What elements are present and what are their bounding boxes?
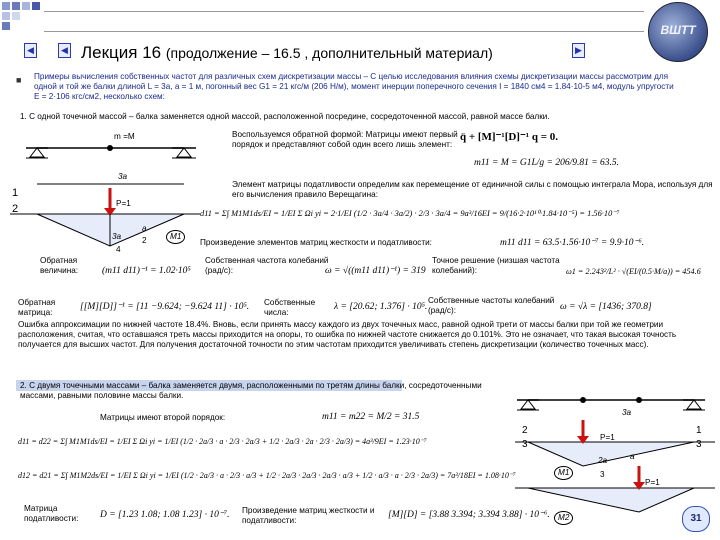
eigen-eq: λ = [20.62; 1.376] · 10⁵. (334, 302, 428, 312)
case1-inverse-value-label: Обратная величина: (40, 256, 79, 275)
nav-first-button[interactable] (24, 43, 37, 58)
case2-frac1-top: 2 (522, 425, 528, 436)
page-number-badge: 31 (682, 506, 710, 532)
case1-inverse-text: Воспользуемся обратной формой: Матрицы имеют первый порядок и представляют собой один всего лишь элемент: (232, 130, 458, 149)
case2-eq-D: D = [1.23 1.08; 1.08 1.23] · 10⁻⁷. (100, 510, 230, 520)
point-mass (636, 397, 642, 403)
corner-square (2, 12, 10, 20)
page-title (81, 42, 493, 64)
case2-a-label: a (630, 452, 635, 461)
corner-square (32, 2, 40, 10)
corner-square (12, 2, 20, 10)
case1-moment-label: M1 (166, 230, 185, 244)
nav-prev-button[interactable] (58, 43, 71, 58)
point-mass (107, 145, 113, 151)
case1-frac-3a: 3a (112, 232, 122, 241)
case2-frac2-bot: 3 (696, 439, 702, 450)
case1-frac-a: a (142, 224, 147, 233)
matrix-label: Обратная матрица: (18, 298, 56, 317)
case1-eq-inverse: q̈ + [M]⁻¹[D]⁻¹ q = 0. (460, 131, 558, 143)
case1-eq-inverse-value: (m11 d11)⁻¹ = 1.02·10⁵ (102, 266, 191, 276)
case2-span-label: 3a (622, 408, 632, 417)
eigfreq-eq: ω = √λ = [1436; 370.8] (560, 302, 652, 312)
case1-frac-half-top: 1 (12, 187, 19, 199)
case1-eq-exact: ω1 = 2.243²/L² · √(EI/(0.5·M/a)) = 454.6 (566, 267, 701, 276)
support-right (172, 148, 196, 158)
case2-frac2-top: 1 (696, 425, 702, 436)
case1-mass-label: m =M (114, 132, 135, 141)
title-sub: (продолжение – 16.5 , дополнительный материал) (165, 45, 493, 61)
case2-frac1-bot: 3 (522, 439, 528, 450)
support-right (683, 400, 705, 410)
corner-square (2, 22, 10, 30)
header-rule (44, 31, 644, 32)
nav-first-icon: ◀ (27, 45, 34, 55)
case1-flex-text: Элемент матрицы податливости определим как перемещение от единичной силы с помощью интеграла Мора, используя для его вычисления правило Верещагина: (232, 180, 713, 199)
intro-bullet: ■ (16, 75, 22, 85)
support-left (517, 400, 539, 410)
header-rule (44, 11, 644, 12)
title-main: Лекция 16 (81, 43, 162, 62)
case1-frac-4: 4 (116, 245, 121, 254)
nav-next-icon: ▶ (575, 45, 582, 55)
case1-freq-label: Собственная частота колебаний (рад/с): (205, 256, 329, 275)
case2-2a-label: 2a (598, 456, 608, 465)
case1-frac-2: 2 (142, 236, 147, 245)
corner-square (2, 2, 10, 10)
corner-square (12, 12, 20, 20)
case2-eq-d11: d11 = d22 = Σ∫ M1M1ds/EI = 1/EI Σ Ωi yi = 1/EI (1/2 · 2a/3 · a · 2/3 · 2a/3 + 1/2 · 2a/3 · 2a · 2/3 · 2a/3) = 4a³/9EI = 1.23·10⁻⁷ (18, 437, 427, 446)
case2-order-text: Матрицы имеют второй порядок: (100, 413, 226, 422)
case2-eq-m11: m11 = m22 = M/2 = 31.5 (322, 412, 420, 422)
case2-eq-d12: d12 = d21 = Σ∫ M1M2ds/EI = 1/EI Σ Ωi yi = 1/EI (1/2 · 2a/3 · a · 2/3 · a/3 + 1/2 · 2a/3 · 2a/3 · 2a/3 · a/3 + 1/2 · a/3 · a · 2/3 · 2a/3) = 7a³/18EI = 1.08·10⁻⁷ (18, 471, 516, 480)
case1-beam-diagram (0, 128, 230, 276)
nav-prev-icon: ◀ (61, 45, 68, 55)
error-text: Ошибка аппроксимации по нижней частоте 18.4%. Вновь, если принять массу каждого из двух точечных масс, равной одной трети от массы балки при той же геометрии расположения, считая, что оставшаяся треть массы приходится на опоры, то ошибка по нижней частоте снижается до 0.101%. Это не означает, что такая высокая точность получается для высших частот. Для получения достаточной точности по этим частотам приходится увеличивать степень дискретизации (количество точечных масс). (18, 320, 677, 349)
case2-force1-label: P=1 (600, 433, 615, 442)
nav-next-button[interactable] (572, 43, 585, 58)
case1-eq-product: m11 d11 = 63.5·1.56·10⁻⁷ = 9.9·10⁻⁶. (500, 238, 645, 248)
eigen-label: Собственные числа: (264, 298, 316, 317)
moment-triangle-2 (528, 488, 694, 512)
case1-frac-half-bot: 2 (12, 203, 19, 215)
point-mass (580, 397, 586, 403)
logo-text: ВШТТ (660, 23, 696, 37)
moment-triangle-1 (528, 442, 694, 466)
case1-product-text: Произведение элементов матриц жесткости и податливости: (200, 238, 432, 247)
case1-eq-mass: m11 = M = G1L/g = 206/9.81 = 63.5. (474, 158, 620, 168)
case2-product-label: Произведение матриц жесткости и податливости: (242, 506, 375, 525)
eigfreq-label: Собственные частоты колебаний (рад/с): (428, 296, 555, 315)
case1-heading: 1. С одной точечной массой – балка заменяется одной массой, расположенной посредине, сосредоточенной массой, равной массе балки. (20, 112, 550, 121)
case2-m2-label: M2 (554, 511, 573, 525)
case2-heading: 2. С двумя точечными массами – балка заменяется двумя, расположенными по третям длины балки, сосредоточенными массами, равными половине массы балки. (20, 381, 482, 400)
matrix-eq: [[M][D]]⁻¹ = [11 −9.624; −9.624 11] · 10⁵. (80, 302, 250, 312)
university-logo (648, 2, 708, 62)
case2-m1-label: M1 (554, 466, 573, 480)
corner-square (22, 2, 30, 10)
case2-force2-label: P=1 (645, 478, 660, 487)
case1-eq-freq: ω = √((m11 d11)⁻¹) = 319 (325, 266, 426, 276)
intro-text: Примеры вычисления собственных частот для различных схем дискретизации массы – С целью исследования влияния схемы дискретизации массы рассмотрим для одной и той же балки длиной L = 3a, a = 1 м, погонный вес G1 = 21 кгс/м (206 Н/м), момент инерции поперечного сечения I = 1840 см4 = 1.84·10-5 м4, модуль упругости E = 2·106 кгс/см2, несколько схем: (34, 72, 674, 101)
case1-exact-label: Точное решение (низшая частота колебаний): (432, 256, 560, 275)
support-left (26, 148, 48, 158)
case1-eq-d11: d11 = Σ∫ M1M1ds/EI = 1/EI Σ Ωi yi = 2·1/EI (1/2 · 3a/4 · 3a/2) · 2/3 · 3a/4 = 9a³/16EI = 9/(16·2·10¹⁰·1.84·10⁻⁵) = 1.56·10⁻⁷ (200, 209, 620, 218)
case2-matrix-label: Матрица податливости: (24, 504, 79, 523)
case2-eq-MD: [M][D] = [3.88 3.394; 3.394 3.88] · 10⁻⁶. (388, 510, 550, 520)
case1-span-label: 3a (118, 172, 128, 181)
case1-force-label: P=1 (116, 199, 131, 208)
case2-3-label: 3 (600, 470, 605, 479)
